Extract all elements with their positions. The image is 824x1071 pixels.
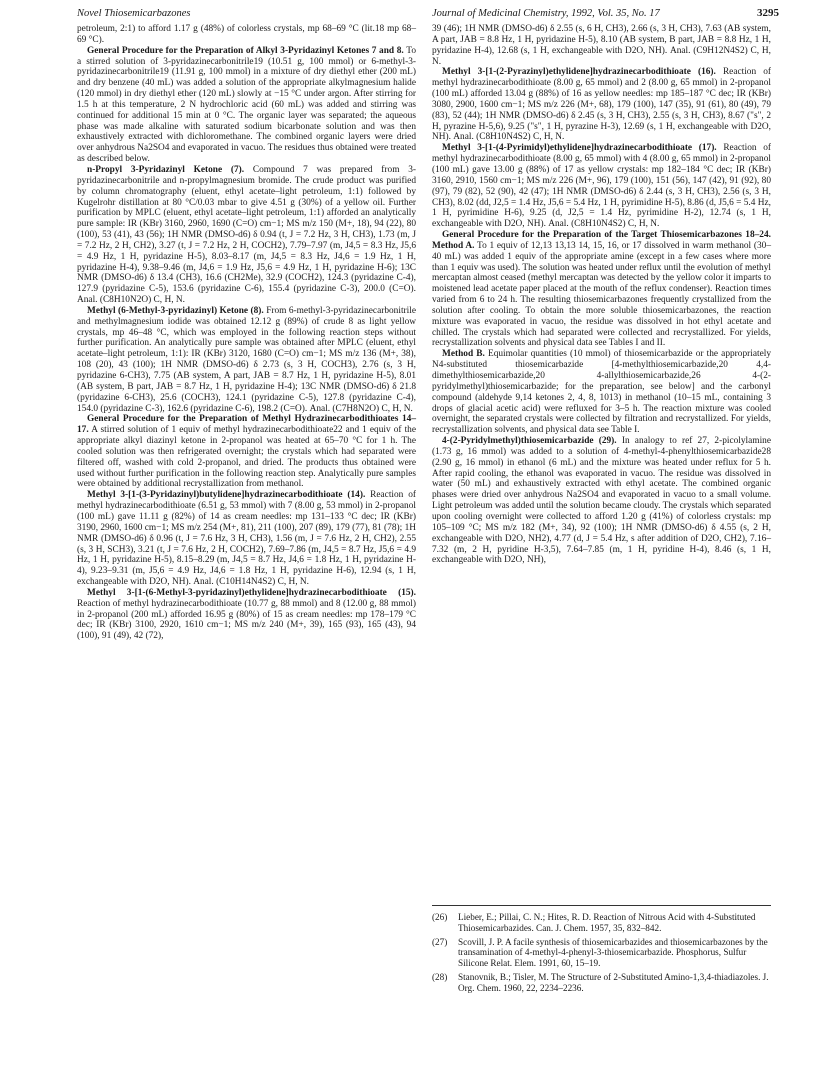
reference-item — [432, 937, 771, 969]
references-section — [432, 905, 771, 997]
paragraph-heading: General Procedure for the Preparation of the Target Thiosemicarbazones 18–24. Method A. — [432, 230, 771, 251]
paragraph-text: Reaction of methyl hydrazinecarbodithioate (6.51 g, 53 mmol) with 7 (8.00 g, 53 mmol) in 2-propanol (100 mL) gave 11.11 g (82%) of 14 as cream needles: mp 131–133 °C dec; IR (KBr) 3190, 2960, 1600 cm−1; MS m/z 254 (M+, 81), 211 (100), 207 (89), 179 (77), 81 (78); 1H NMR (DMSO-d6) δ 0.96 (t, J = 7.6 Hz, 3 H, CH3), 1.56 (m, J = 7.6 Hz, 2 H, CH2), 2.55 (s, 3 H, SCH3), 3.21 (t, J = 7.6 Hz, 2 H, COCH2), 7.69–7.86 (m, J4,5 = 8.7 Hz, J5,6 = 4.9 Hz, 1 H, pyridazine H-5), 8.15–8.29 (m, J4,5 = 8.7 Hz, J4,6 = 1.8 Hz, 1 H, pyridazine H-4), 9.23–9.31 (m, J5,6 = 4.9 Hz, J4,6 = 1.8 Hz, 1 H, pyridazine H-6), 12.94 (s, 1 H, exchangeable with D2O, NH). Anal. (C10H14N4S2) C, H, N. — [77, 490, 416, 588]
reference-text: Scovill, J. P. A facile synthesis of thiosemicarbazides and thiosemicarbazones by the transamination of 4-methyl-4-phenyl-3-thiosemicarbazide. Phosphorus, Sulfur Silicone Relat. Elem. 1991, 60, 15–19. — [458, 936, 768, 969]
paragraph-heading: 4-(2-Pyridylmethyl)thiosemicarbazide (29). — [442, 436, 617, 447]
paragraph-text: To a stirred solution of 3-pyridazinecarbonitrile19 (10.51 g, 100 mmol) or 6-methyl-3-pyridazinecarbonitrile19 (11.91 g, 100 mmol) in a mixture of dry diethyl ether (200 mL) and dry benzene (40 mL) was added a solution of the appropriate alkylmagnesium halide (120 mmol) in dry diethyl ether (120 mL) slowly at −15 °C under argon. After stirring for 1.5 h at this temperature, 2 N hydrochloric acid (60 mL) was added and stirring was continued for additional 15 min at 0 °C. The organic layer was separated; the aqueous phase was made alkaline with saturated sodium bicarbonate solution and was then exhaustively extracted with dichloromethane. The combined organic layers were dried over anhydrous Na2SO4 and evaporated in vacuo. The residues thus obtained were treated as described below. — [77, 45, 416, 165]
paragraph-text: From 6-methyl-3-pyridazinecarbonitrile and methylmagnesium iodide was obtained 12.12 g (89%) of crude 8 as light yellow crystals, mp 46–48 °C, which was employed in the following reaction steps without further purification. An analytically pure sample was obtained after MPLC (eluent, ethyl acetate–light petroleum, 1:1): IR (KBr) 3120, 1680 (C=O) cm−1; MS m/z 136 (M+, 38), 108 (20), 43 (100); 1H NMR (DMSO-d6) δ 2.73 (s, 3 H, COCH3), 2.76 (s, 3 H, pyridazine 6-CH3), 7.75 (AB system, A part, JAB = 8.7 Hz, 1 H, pyridazine H-5), 8.01 (AB system, B part, JAB = 8.7 Hz, 1 H, pyridazine H-4); 13C NMR (DMSO-d6) δ 21.8 (pyridazine 6-CH3), 25.6 (COCH3), 124.1 (pyridazine C-5), 127.8 (pyridazine C-4), 154.0 (pyridazine C-3), 162.6 (pyridazine C-6), 198.2 (C=O). Anal. (C7H8N2O) C, H, N. — [77, 305, 416, 414]
paragraph — [77, 46, 416, 165]
paragraph — [432, 67, 771, 143]
paragraph — [432, 143, 771, 230]
paragraph-text: petroleum, 2:1) to afford 1.17 g (48%) of colorless crystals, mp 68–69 °C (lit.18 mp 68–69 °C). — [77, 24, 416, 45]
reference-number: (27) — [432, 936, 448, 947]
paragraph — [432, 230, 771, 349]
paragraph-heading: Methyl 3-[1-(3-Pyridazinyl)butylidene]hydrazinecarbodithioate (14). — [87, 490, 366, 501]
running-head-right: Journal of Medicinal Chemistry, 1992, Vol. 35, No. 17 — [432, 8, 660, 19]
paragraph — [77, 165, 416, 306]
paragraph-heading: Methyl 3-[1-(6-Methyl-3-pyridazinyl)ethylidene]hydrazinecarbodithioate (15). — [87, 587, 416, 598]
reference-number: (26) — [432, 912, 448, 922]
paragraph — [77, 414, 416, 490]
paragraph — [77, 588, 416, 642]
right-column — [432, 24, 771, 566]
reference-text: Lieber, E.; Pillai, C. N.; Hites, R. D. Reaction of Nitrous Acid with 4-Substituted Thiosemicarbazides. Can. J. Chem. 1957, 35, 832–842. — [458, 912, 756, 933]
paragraph-heading: Methyl 3-[1-(2-Pyrazinyl)ethylidene]hydrazinecarbodithioate (16). — [442, 67, 716, 78]
reference-item — [432, 972, 771, 994]
paragraph-heading: General Procedure for the Preparation of Alkyl 3-Pyridazinyl Ketones 7 and 8. — [87, 45, 404, 56]
running-head-left: Novel Thiosemicarbazones — [77, 8, 191, 19]
paragraph-text: Equimolar quantities (10 mmol) of thiosemicarbazide or the appropriately N4-substituted thiosemicarbazide [4-methylthiosemicarbazide,20 4,4-dimethylthiosemicarbazide,20 4-allylthiosemicarbazide,26 4-(2-pyridylmethyl)thiosemicarbazide; for the preparation, see below] and the carbonyl compound (aldehyde 9,14 ketones 2, 4, 8, 1013) in methanol (10–15 mL, containing 3 drops of glacial acetic acid) were refluxed for 3–5 h. The reaction mixture was cooled overnight, the separated crystals were collected by filtration and recrystallized. For yields, recrystallization solvents, and physical data see Table I. — [432, 349, 771, 436]
paragraph-heading: Methyl 3-[1-(4-Pyrimidyl)ethylidene]hydrazinecarbodithioate (17). — [442, 143, 717, 154]
paragraph-text: To 1 equiv of 12,13 13,13 14, 15, 16, or 17 dissolved in warm methanol (30–40 mL) was added 1 equiv of the appropriate amine (except in a few cases where more than 1 equiv was used). The solution was heated under reflux until the evolution of methyl mercaptan almost ceased (methyl mercaptan was detected by the yellow color it imparts to moistened lead acetate paper placed at the mouth of the reflux condenser). Reaction times varied from 6 to 24 h. The resulting thiosemicarbazones frequently crystallized from the solution after cooling. To obtain the more soluble thiosemicarbazones, the reaction mixture was evaporated in vacuo, the residue was dissolved in hot ethyl acetate and chilled. The crystals which had separated were collected and recrystallized. For yields, recrystallization solvents and physical data see Tables I and II. — [432, 240, 772, 349]
paragraph-heading: n-Propyl 3-Pyridazinyl Ketone (7). — [87, 164, 245, 175]
paragraph-text: Reaction of methyl hydrazinecarbodithioate (10.77 g, 88 mmol) and 8 (12.00 g, 88 mmol) in 2-propanol (200 mL) afforded 16.95 g (80%) of 15 as cream needles: mp 178–179 °C dec; IR (KBr) 3100, 2920, 1610 cm−1; MS m/z 240 (M+, 39), 165 (93), 165 (43), 94 (100), 91 (49), 42 (72), — [77, 598, 416, 642]
paragraph-heading: General Procedure for the Preparation of Methyl Hydrazinecarbodithioates 14–17. — [77, 414, 416, 436]
reference-number: (28) — [432, 971, 448, 982]
paragraph — [77, 306, 416, 414]
paragraph-text: Compound 7 was prepared from 3-pyridazinecarbonitrile and n-propylmagnesium bromide. The crude product was purified by column chromatography (eluent, ethyl acetate–light petroleum, 1:1) followed by Kugelrohr distillation at 80 °C/0.03 mbar to give 4.51 g (30%) of a yellow oil. Further purification by MPLC (eluent, ethyl acetate–light petroleum, 1:1) afforded an analytically pure sample: IR (KBr) 3160, 2960, 1690 (C=O) cm−1; MS m/z 150 (M+, 18), 94 (22), 80 (100), 53 (41), 43 (56); 1H NMR (DMSO-d6) δ 0.94 (t, J = 7.2 Hz, 3 H, CH3), 1.73 (m, J = 7.2 Hz, 2 H, CH2), 3.27 (t, J = 7.2 Hz, 2 H, COCH2), 7.79–7.97 (m, J4,5 = 8.3 Hz, J5,6 = 4.9 Hz, 1 H, pyridazine H-5), 8.03–8.17 (m, J4,5 = 8.3 Hz, J4,6 = 1.9 Hz, 1 H, pyridazine H-4), 9.38–9.46 (m, J4,6 = 1.9 Hz, J5,6 = 4.9 Hz, 1 H, pyridazine H-6); 13C NMR (DMSO-d6) δ 13.4 (CH3), 16.6 (CH2Me), 32.9 (COCH2), 124.3 (pyridazine C-4), 127.9 (pyridazine C-5), 153.6 (pyridazine C-6), 155.4 (pyridazine C-3), 200.0 (C=O). Anal. (C8H10N2O) C, H, N. — [77, 164, 416, 306]
paragraph-text: 39 (46); 1H NMR (DMSO-d6) δ 2.55 (s, 6 H, CH3), 2.66 (s, 3 H, CH3), 7.63 (AB system, A part, JAB = 8.8 Hz, 1 H, pyridazine H-5), 8.10 (AB system, B part, JAB = 8.8 Hz, 1 H, pyridazine H-4), 12.68 (s, 1 H, exchangeable with D2O, NH). Anal. (C9H12N4S2) C, H, N. — [432, 24, 771, 67]
paragraph-text: In analogy to ref 27, 2-picolylamine (1.73 g, 16 mmol) was added to a solution of 4-methyl-4-phenylthiosemicarbazide28 (2.90 g, 16 mmol) in ethanol (6 mL) and the mixture was heated under reflux for 5 h. After rapid cooling, the ethanol was evaporated in vacuo. The residue was dissolved in water (50 mL) and exhaustively extracted with ethyl acetate. The combined organic phases were dried over anhydrous Na2SO4 and evaporated in vacuo to a small volume. Light petroleum was added until the solution became cloudy. The crystals which separated upon cooling overnight were collected to afford 1.20 g (41%) of colorless crystals: mp 105–109 °C; MS m/z 182 (M+, 34), 92 (100); 1H NMR (DMSO-d6) δ 4.55 (s, 2 H, exchangeable with D2O, NH2), 4.77 (d, J = 5.4 Hz, s after addition of D2O, CH2), 7.16–7.32 (m, 2 H, pyridine H-3,5), 7.64–7.85 (m, 1 H, pyridine H-4), 8.46 (s, 1 H, exchangeable with D2O, NH), — [432, 436, 771, 566]
paragraph-text: Reaction of methyl hydrazinecarbodithioate (8.00 g, 65 mmol) with 4 (8.00 g, 65 mmol) in 2-propanol (100 mL) gave 13.00 g (88%) of 17 as yellow crystals: mp 182–184 °C dec; IR (KBr) 3160, 2910, 1560 cm−1; MS m/z 226 (M+, 96), 179 (100), 151 (56), 147 (42), 91 (92), 80 (97), 79 (82), 52 (90), 42 (47); 1H NMR (DMSO-d6) δ 2.44 (s, 3 H, CH3), 2.56 (s, 3 H, CH3), 8.02 (dd, J2,5 = 1.4 Hz, J5,6 = 5.4 Hz, 1 H, pyrimidine H-5), 8.86 (d, J5,6 = 5.4 Hz, 1 H, pyrimidine H-6), 9.25 (d, J2,5 = 1.4 Hz, pyrimidine H-2), 12.74 (s, 1 H, exchangeable with D2O, NH). Anal. (C8H10N4S2) C, H, N. — [432, 143, 771, 230]
reference-item — [432, 912, 771, 934]
paragraph-text: A stirred solution of 1 equiv of methyl hydrazinecarbodithioate22 and 1 equiv of the appropriate alkyl diazinyl ketone in 2-propanol was heated at 65–70 °C for 1 h. The cooled solution was then refrigerated overnight; the crystals which had separated were filtered off, washed with cold 2-propanol, and dried. The products thus obtained were used without further purification in the following reaction step. Analytically pure samples were obtained by additional recrystallization from methanol. — [77, 425, 416, 490]
paragraph — [77, 490, 416, 588]
paragraph — [432, 436, 771, 566]
reference-text: Stanovnik, B.; Tisler, M. The Structure of 2-Substituted Amino-1,3,4-thiadiazoles. J. Org. Chem. 1960, 22, 2234–2236. — [458, 971, 769, 993]
paragraph — [77, 24, 416, 46]
page-number: 3295 — [757, 7, 779, 19]
left-column — [77, 24, 416, 642]
paragraph-heading: Method B. — [442, 349, 485, 360]
paragraph — [432, 24, 771, 67]
paragraph — [432, 349, 771, 436]
paragraph-heading: Methyl (6-Methyl-3-pyridazinyl) Ketone (8). — [87, 305, 264, 316]
paragraph-text: Reaction of methyl hydrazinecarbodithioate (8.00 g, 65 mmol) and 2 (8.00 g, 65 mmol) in 2-propanol (100 mL) afforded 13.04 g (88%) of 16 as yellow needles: mp 185–187 °C dec; IR (KBr) 3080, 2900, 1600 cm−1; MS m/z 226 (M+, 68), 179 (100), 147 (35), 91 (61), 80 (49), 79 (83), 52 (44); 1H NMR (DMSO-d6) δ 2.45 (s, 3 H, CH3), 2.55 (s, 3 H, CH3), 8.67 ("s", 2 H, pyrazine H-5,6), 9.25 ("s", 1 H, pyrazine H-3), 12.69 (s, 1 H, exchangeable with D2O, NH). Anal. (C8H10N4S2) C, H, N. — [432, 67, 771, 143]
